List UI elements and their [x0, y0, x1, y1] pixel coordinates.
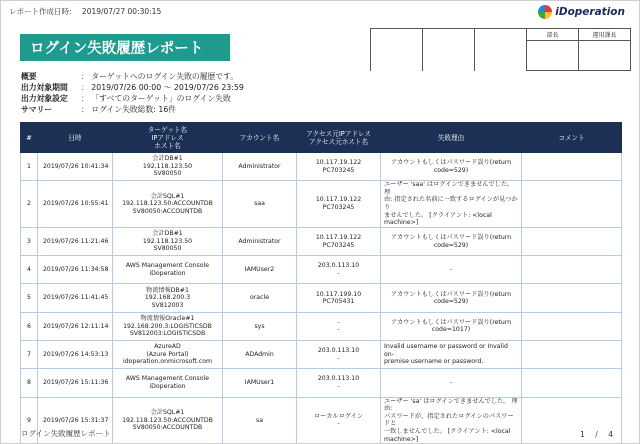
- cell-number: 4: [21, 256, 38, 284]
- cell-comment: [522, 181, 622, 228]
- table-row: [21, 153, 622, 181]
- cell-source: ローカルログイン -: [297, 397, 381, 444]
- cell-reason: ユーザー 'sa' はログインできませんでした。 理由: パスワードが、指定されたログインのパスワードと 一致しませんでした。 [クライアント: <local machine>]: [381, 397, 522, 444]
- approval-header-section-chief: 運用課長: [579, 29, 631, 41]
- summary-row: [21, 82, 244, 93]
- page-number: [576, 430, 617, 439]
- approval-cell: [475, 29, 527, 41]
- logo-text: iDoperation: [555, 6, 625, 18]
- page-title: ログイン失敗履歴レポート: [20, 34, 230, 61]
- cell-reason: アカウントもしくはパスワード誤り(return code=529): [381, 227, 522, 255]
- cell-datetime: 2019/07/26 10:41:34: [38, 153, 113, 181]
- cell-source: 203.0.113.10 -: [297, 341, 381, 369]
- logo-mark-icon: [538, 5, 552, 19]
- cell-datetime: 2019/07/26 12:11:14: [38, 312, 113, 340]
- column-header-datetime: 日時: [38, 123, 113, 153]
- cell-number: 8: [21, 369, 38, 397]
- page-total: 4: [608, 430, 613, 439]
- cell-number: 6: [21, 312, 38, 340]
- approval-stamp-manager: [527, 41, 579, 71]
- cell-datetime: 2019/07/26 11:41:45: [38, 284, 113, 312]
- table-row: [21, 256, 622, 284]
- cell-source: 10.117.19.122 PC703245: [297, 227, 381, 255]
- summary-row: [21, 71, 244, 82]
- table-row: [21, 312, 622, 340]
- approval-header-manager: 部長: [527, 29, 579, 41]
- cell-target: 物流情報Oracle#1 192.168.200.3:LOGISTICSDB SV812003:LOGISTICSDB: [113, 312, 223, 340]
- table-row: [21, 181, 622, 228]
- table-row: [21, 227, 622, 255]
- cell-account: saa: [223, 181, 297, 228]
- column-header-number: #: [21, 123, 38, 153]
- summary-row: [21, 93, 244, 104]
- approval-cell: [423, 41, 475, 71]
- cell-datetime: 2019/07/26 11:21:46: [38, 227, 113, 255]
- cell-comment: [522, 369, 622, 397]
- cell-source: 10.117.19.122 PC703245: [297, 153, 381, 181]
- cell-datetime: 2019/07/26 15:11:36: [38, 369, 113, 397]
- cell-reason: -: [381, 369, 522, 397]
- page-current: 1: [580, 430, 585, 439]
- summary-label: 出力対象期間: [21, 83, 68, 92]
- cell-account: IAMUser1: [223, 369, 297, 397]
- cell-reason: アカウントもしくはパスワード誤り(return code=529): [381, 153, 522, 181]
- column-header-source: アクセス元IPアドレス アクセス元ホスト名: [297, 123, 381, 153]
- cell-reason: アカウントもしくはパスワード誤り(return code=529): [381, 284, 522, 312]
- cell-reason: ユーザー 'saa' はログインできませんでした。 理 由: 指定された名前に一致するログインが見つかり ませんでした。 [クライアント: <local machine>]: [381, 181, 522, 228]
- table-row: [21, 284, 622, 312]
- summary-value: ： ターゲットへのログイン失敗の履歴です。: [81, 72, 239, 81]
- cell-number: 9: [21, 397, 38, 444]
- cell-target: 会計DB#1 192.118.123.50 SV80050: [113, 227, 223, 255]
- cell-account: Administrator: [223, 227, 297, 255]
- cell-datetime: 2019/07/26 11:34:58: [38, 256, 113, 284]
- cell-target: AzureAD (Azure Portal) idoperation.onmicrosoft.com: [113, 341, 223, 369]
- cell-number: 7: [21, 341, 38, 369]
- report-date: [9, 6, 161, 17]
- cell-reason: Invalid username or password or Invalid on- premise username or password.: [381, 341, 522, 369]
- approval-cell: [371, 41, 423, 71]
- cell-number: 2: [21, 181, 38, 228]
- footer-title: ログイン失敗履歴レポート: [21, 429, 111, 438]
- cell-reason: -: [381, 256, 522, 284]
- cell-comment: [522, 312, 622, 340]
- cell-datetime: 2019/07/26 15:31:37: [38, 397, 113, 444]
- report-date-value: 2019/07/27 00:30:15: [81, 7, 162, 16]
- login-failure-table: [20, 122, 622, 444]
- summary-label: サマリー: [21, 105, 53, 114]
- cell-account: IAMUser2: [223, 256, 297, 284]
- cell-source: - -: [297, 312, 381, 340]
- cell-target: 会計SQL#1 192.118.123.50:ACCOUNTDB SV80050:ACCOUNTDB: [113, 181, 223, 228]
- summary-label: 出力対象設定: [21, 94, 68, 103]
- cell-comment: [522, 153, 622, 181]
- cell-target: 会計SQL#1 192.118.123.50:ACCOUNTDB SV80050:ACCOUNTDB: [113, 397, 223, 444]
- cell-comment: [522, 256, 622, 284]
- cell-source: 10.117.19.122 PC703245: [297, 181, 381, 228]
- table-row: [21, 369, 622, 397]
- approval-cell: [423, 29, 475, 41]
- column-header-account: アカウント名: [223, 123, 297, 153]
- page-separator: /: [595, 430, 598, 439]
- cell-comment: [522, 227, 622, 255]
- cell-source: 203.0.113.10 -: [297, 369, 381, 397]
- summary-row: [21, 104, 244, 115]
- approval-cell: [475, 41, 527, 71]
- table-row: [21, 341, 622, 369]
- summary-label: 概要: [21, 72, 37, 81]
- column-header-comment: コメント: [522, 123, 622, 153]
- column-header-reason: 失敗理由: [381, 123, 522, 153]
- cell-target: AWS Management Console iDoperation: [113, 256, 223, 284]
- cell-account: sys: [223, 312, 297, 340]
- approval-stamp-section-chief: [579, 41, 631, 71]
- cell-account: Administrator: [223, 153, 297, 181]
- column-header-target: ターゲット名 IPアドレス ホスト名: [113, 123, 223, 153]
- summary-value: ： 「すべてのターゲット」のログイン失敗: [81, 94, 231, 103]
- cell-source: 10.117.199.10 PC705431: [297, 284, 381, 312]
- cell-comment: [522, 284, 622, 312]
- cell-number: 5: [21, 284, 38, 312]
- report-summary: [21, 71, 244, 115]
- report-date-label: レポート作成日時:: [9, 7, 72, 16]
- cell-target: AWS Management Console iDoperation: [113, 369, 223, 397]
- cell-target: 会計DB#1 192.118.123.50 SV80050: [113, 153, 223, 181]
- cell-account: oracle: [223, 284, 297, 312]
- cell-account: ADAdmin: [223, 341, 297, 369]
- cell-reason: アカウントもしくはパスワード誤り(return code=1017): [381, 312, 522, 340]
- cell-datetime: 2019/07/26 14:53:13: [38, 341, 113, 369]
- cell-account: sa: [223, 397, 297, 444]
- cell-source: 203.0.113.10 -: [297, 256, 381, 284]
- cell-number: 1: [21, 153, 38, 181]
- summary-value: ： 2019/07/26 00:00 ～ 2019/07/26 23:59: [81, 83, 244, 92]
- logo: [538, 5, 625, 19]
- cell-comment: [522, 341, 622, 369]
- cell-datetime: 2019/07/26 10:55:41: [38, 181, 113, 228]
- approval-cell: [371, 29, 423, 41]
- summary-value: ： ログイン失敗総数: 16件: [81, 105, 177, 114]
- approval-stamp-box: [370, 28, 631, 71]
- cell-target: 物流情報DB#1 192.168.200.3 SV812003: [113, 284, 223, 312]
- table-header-row: [21, 123, 622, 153]
- cell-number: 3: [21, 227, 38, 255]
